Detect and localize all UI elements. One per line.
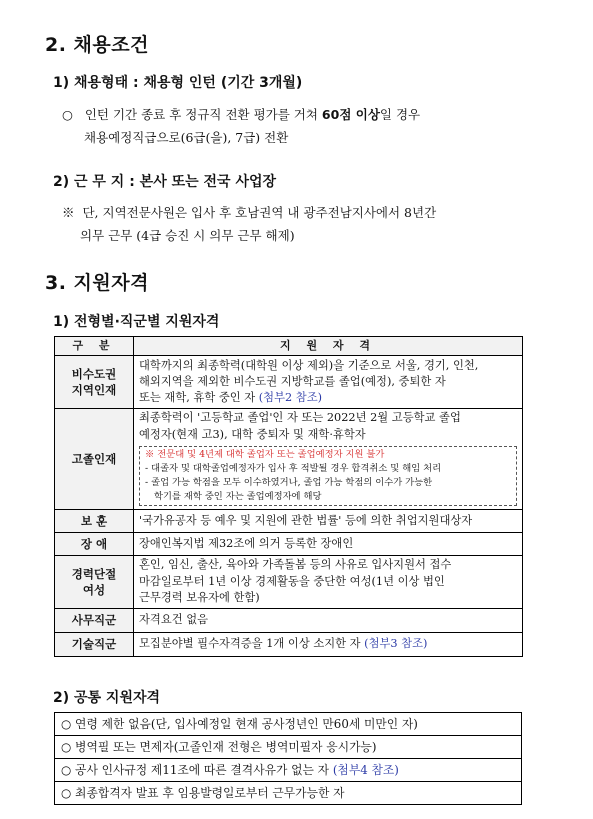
table-row (55, 532, 523, 555)
para-text: 일 경우 (379, 107, 421, 122)
desc-line: 마감일로부터 1년 이상 경제활동을 중단한 여성(1년 이상 법인 (139, 574, 445, 588)
graduate-restriction-note (139, 446, 517, 506)
desc-line: 혼인, 임신, 출산, 육아와 가족돌봄 등의 사유로 입사지원서 접수 (139, 558, 452, 572)
header-category: 구 분 (55, 337, 134, 356)
item-text: ○ 공사 인사규정 제11조에 따른 결격사유가 없는 자 (61, 763, 333, 777)
qualification-table (54, 336, 523, 657)
header-qualification: 지 원 자 격 (134, 337, 523, 356)
desc-line: 해외지역을 제외한 비수도권 지방학교를 졸업(예정), 중퇴한 자 (139, 375, 446, 389)
desc-office-track: 자격요건 없음 (134, 608, 523, 632)
cat-line: 비수도권 (71, 367, 117, 381)
common-qualification-heading: 2) 공통 지원자격 (53, 690, 161, 706)
common-qualification-box (54, 712, 522, 805)
desc-line: 모집분야별 필수자격증을 1개 이상 소지한 자 (139, 637, 365, 651)
note-line1: 단, 지역전문사원은 입사 후 호남권역 내 광주전남지사에서 8년간 (82, 205, 437, 220)
desc-disabled: 장애인복지법 제32조에 의거 등록한 장애인 (134, 532, 523, 555)
desc-line: 최종학력이 '고등학교 졸업'인 자 또는 2022년 2월 고등학교 졸업 (139, 411, 461, 425)
intern-conversion-paragraph (62, 103, 420, 149)
desc-line: 예정자(현재 고3), 대학 중퇴자 및 재학·휴학자 (139, 427, 366, 441)
list-item: ○ 연령 제한 없음(단, 입사예정일 현재 공사정년인 만60세 미만인 자) (55, 713, 521, 736)
score-threshold: 60점 이상 (321, 107, 380, 122)
note-line: 학기를 재학 중인 자는 졸업예정자에 해당 (154, 490, 322, 502)
table-row (55, 555, 523, 608)
desc-technical-track (134, 632, 523, 656)
table-row (55, 509, 523, 532)
section-3-title: 3. 지원자격 (45, 272, 149, 294)
para-line2: 채용예정직급으로(6급(을), 7급) 전환 (84, 130, 289, 145)
note-warning: ※ 전문대 및 4년제 대학 졸업자 또는 졸업예정자 지원 불가 (145, 448, 385, 460)
category-regional-talent (55, 356, 134, 409)
bullet-circle: ○ (62, 107, 73, 122)
cat-line: 지역인재 (71, 383, 117, 398)
desc-line: 근무경력 보유자에 한함) (139, 591, 260, 605)
work-location-heading: 2) 근 무 지 : 본사 또는 전국 사업장 (53, 174, 277, 190)
section-2-title: 2. 채용조건 (45, 34, 149, 56)
list-item: ○ 최종합격자 발표 후 임용발령일로부터 근무가능한 자 (61, 786, 345, 800)
regional-duty-note (62, 201, 436, 247)
attachment2-ref: (첨부2 참조) (258, 391, 323, 405)
employment-type-heading: 1) 채용형태 : 채용형 인턴 (기간 3개월) (53, 75, 303, 91)
desc-regional-talent (134, 356, 523, 409)
desc-career-break-women (134, 555, 523, 608)
note-mark: ※ (62, 205, 75, 220)
para-text: 인턴 기간 종료 후 정규직 전환 평가를 거쳐 (84, 107, 322, 122)
category-veterans: 보 훈 (55, 509, 134, 532)
note-line: - 대졸자 및 대학졸업예정자가 입사 후 적발될 경우 합격취소 및 해임 처리 (145, 462, 442, 474)
category-technical-track: 기술직군 (55, 632, 134, 656)
qualification-by-track-heading: 1) 전형별·직군별 지원자격 (53, 314, 220, 330)
cat-line: 여성 (82, 582, 106, 597)
category-disabled: 장 애 (55, 532, 134, 555)
desc-veterans: '국가유공자 등 예우 및 지원에 관한 법률' 등에 의한 취업지원대상자 (134, 509, 523, 532)
attachment4-ref: (첨부4 참조) (332, 763, 399, 777)
list-item: ○ 병역필 또는 면제자(고졸인재 전형은 병역미필자 응시가능) (55, 736, 521, 759)
table-header-row (55, 337, 523, 356)
desc-high-school (134, 409, 523, 510)
table-row (55, 356, 523, 409)
note-line: - 졸업 가능 학점을 모두 이수하였거나, 졸업 가능 학점의 이수가 가능한 (145, 476, 433, 488)
list-item (55, 759, 521, 782)
category-career-break-women (55, 555, 134, 608)
desc-line: 대학까지의 최종학력(대학원 이상 제외)을 기준으로 서울, 경기, 인천, (139, 358, 479, 372)
category-high-school: 고졸인재 (55, 409, 134, 510)
note-line2: 의무 근무 (4급 승진 시 의무 근무 해제) (80, 228, 295, 243)
cat-line: 경력단절 (71, 566, 117, 581)
table-row (55, 608, 523, 632)
category-office-track: 사무직군 (55, 608, 134, 632)
attachment3-ref: (첨부3 참조) (364, 637, 428, 651)
table-row (55, 632, 523, 656)
table-row (55, 409, 523, 510)
desc-line: 또는 재학, 휴학 중인 자 (139, 391, 259, 405)
